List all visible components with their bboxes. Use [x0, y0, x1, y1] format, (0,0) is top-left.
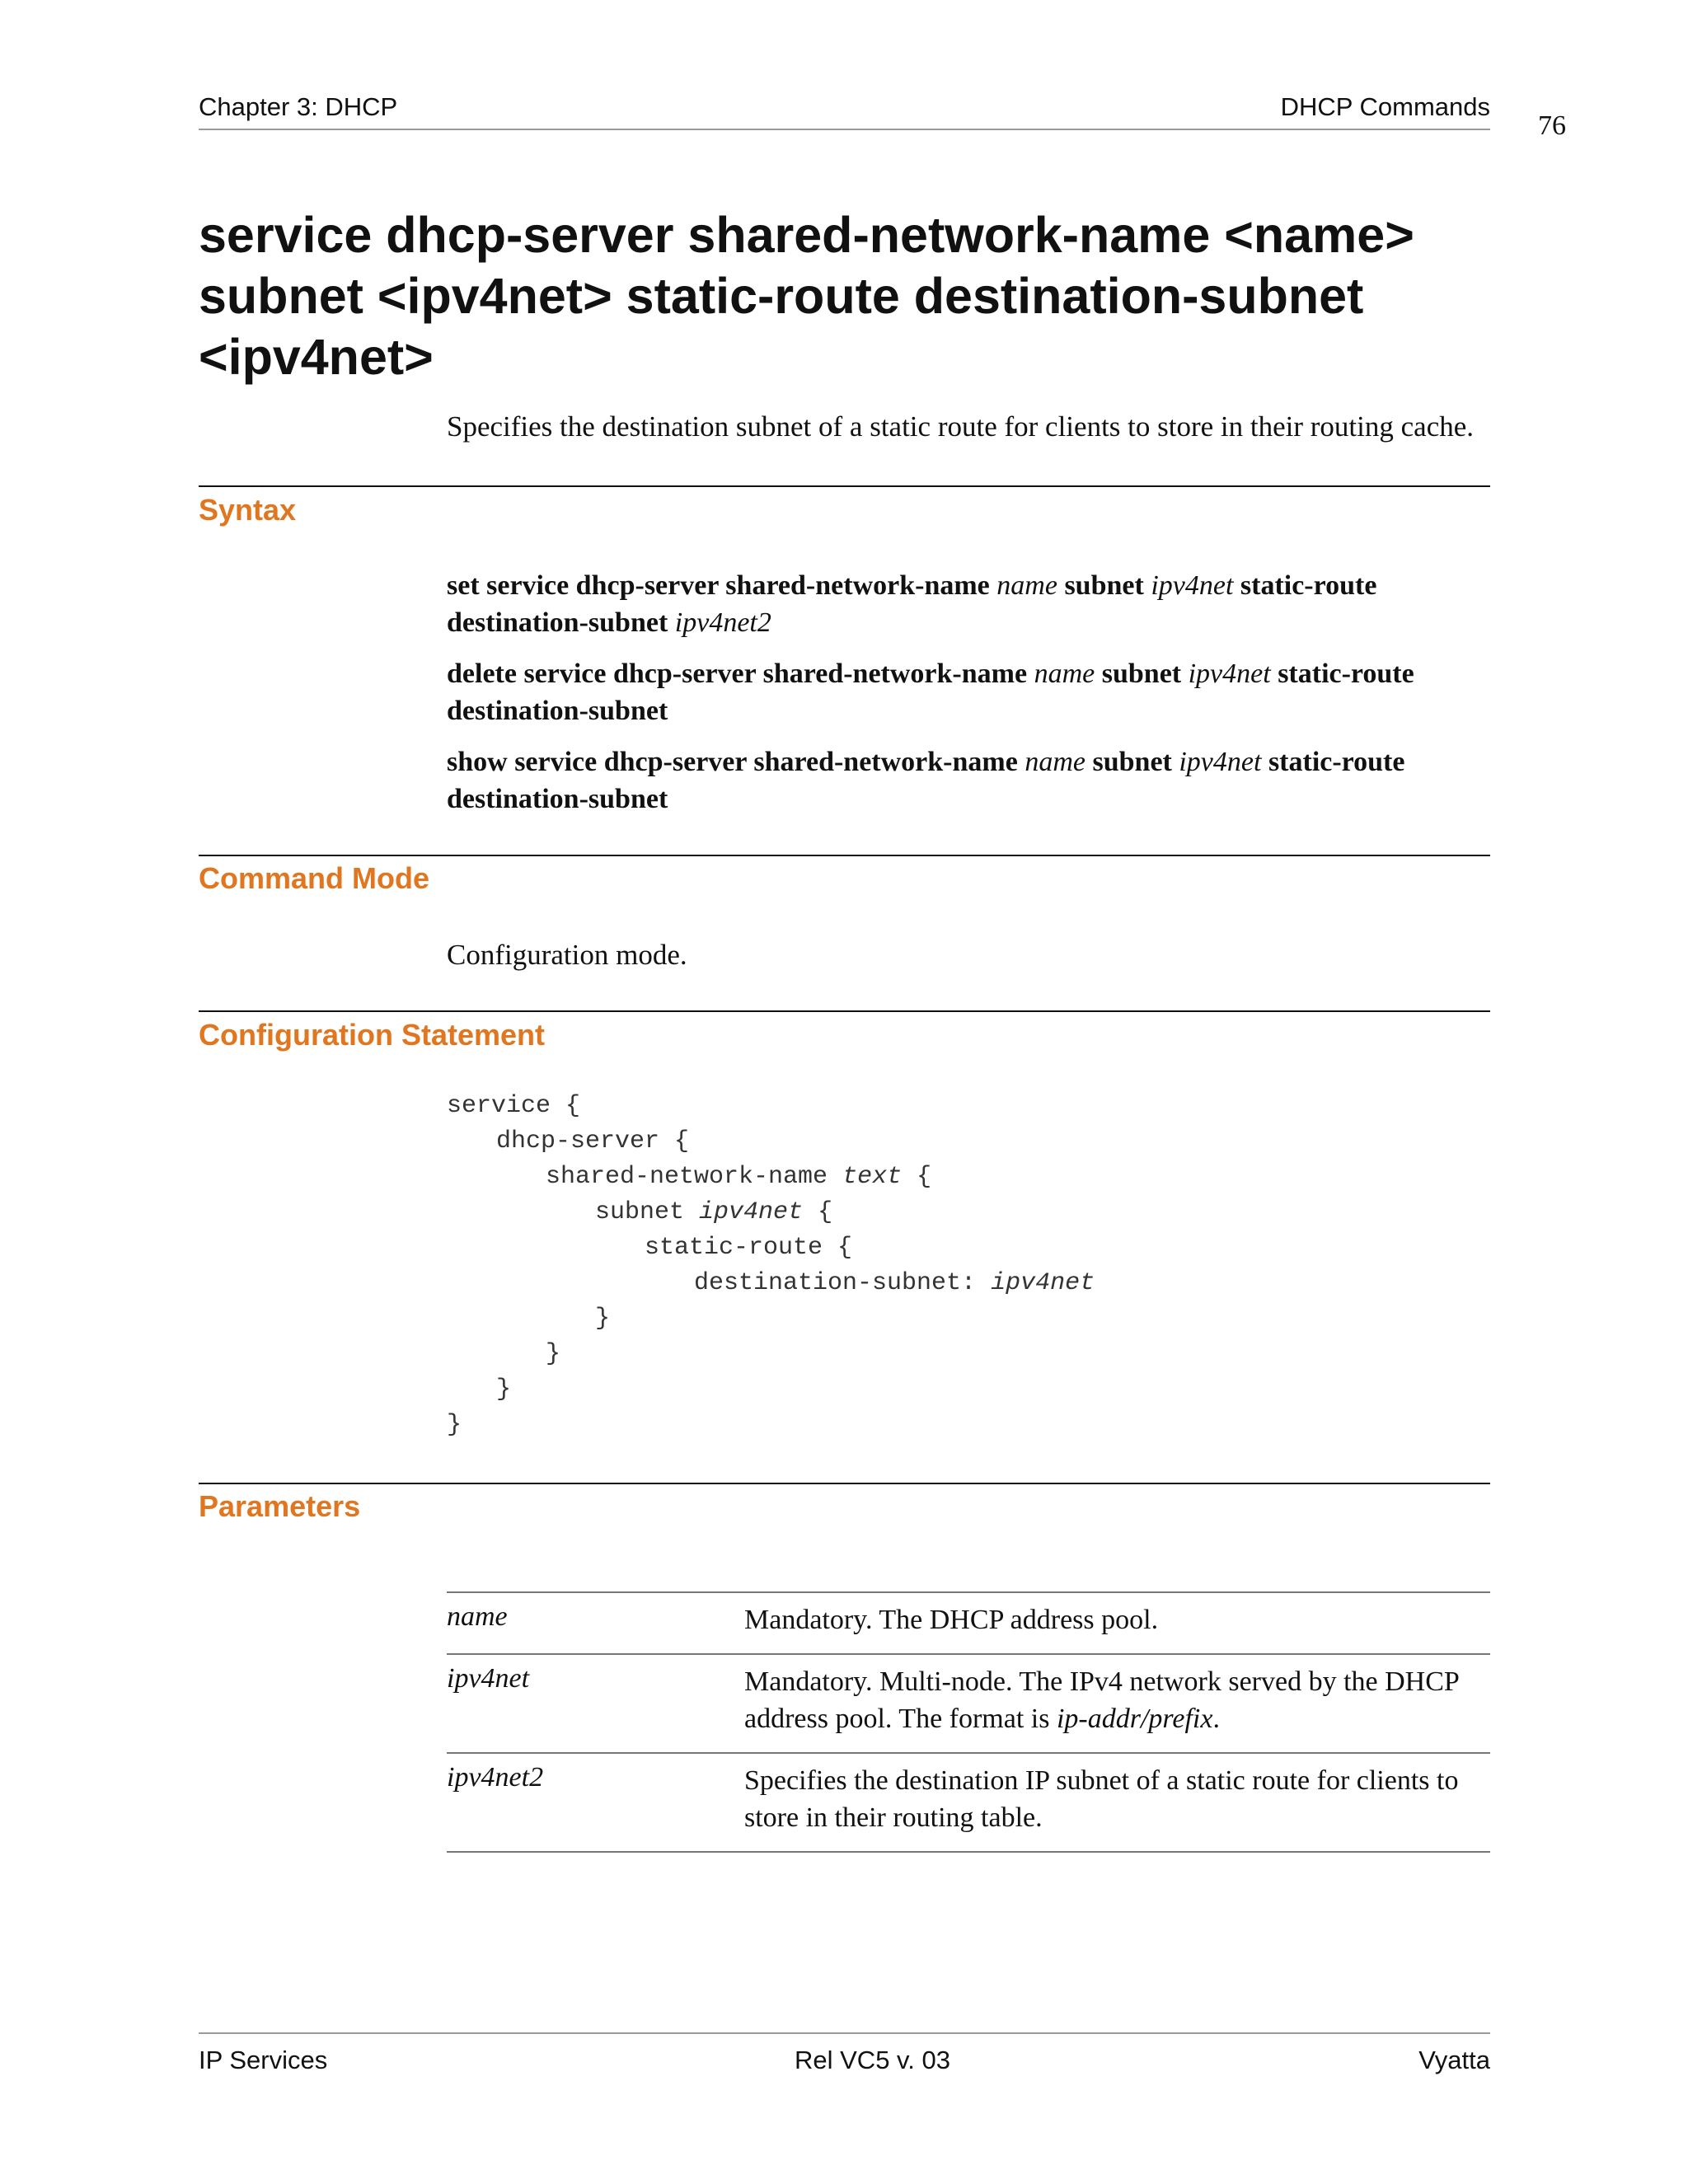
param-name: name	[447, 1601, 508, 1632]
page-number: 76	[1538, 110, 1566, 141]
syntax-set: set service dhcp-server shared-network-name name subnet ipv4net static-route destination-subnet ipv4net2	[447, 570, 1377, 638]
syntax-heading: Syntax	[199, 493, 297, 527]
parameters-heading: Parameters	[199, 1489, 361, 1523]
section-divider	[199, 855, 1490, 856]
footer-center: Rel VC5 v. 03	[795, 2046, 950, 2074]
command-mode-text: Configuration mode.	[447, 939, 687, 971]
code-line: }	[595, 1305, 611, 1333]
param-name: ipv4net2	[447, 1762, 544, 1793]
table-rule	[447, 1752, 1490, 1754]
section-label: DHCP Commands	[1280, 92, 1490, 121]
code-line: shared-network-name text {	[546, 1163, 932, 1191]
section-divider	[199, 1010, 1490, 1012]
table-rule	[447, 1851, 1490, 1853]
chapter-label: Chapter 3: DHCP	[199, 92, 398, 121]
running-header	[199, 89, 1490, 130]
command-mode-heading: Command Mode	[199, 861, 430, 895]
section-divider	[199, 485, 1490, 487]
param-description: Mandatory. Multi-node. The IPv4 network served by the DHCP address pool. The format is ip-addr/prefix.	[744, 1666, 1459, 1734]
code-line: subnet ipv4net {	[595, 1198, 833, 1226]
page-title: service dhcp-server shared-network-name <name> subnet <ipv4net> static-route destination-subnet <ipv4net>	[199, 207, 1414, 385]
code-line: dhcp-server {	[496, 1127, 690, 1155]
code-line: static-route {	[645, 1234, 853, 1262]
syntax-show: show service dhcp-server shared-network-name name subnet ipv4net static-route destination-subnet	[447, 747, 1405, 814]
footer-divider	[199, 2032, 1490, 2034]
config-statement-heading: Configuration Statement	[199, 1018, 545, 1052]
code-line: service {	[447, 1092, 581, 1120]
section-divider	[199, 1483, 1490, 1484]
param-description: Mandatory. The DHCP address pool.	[744, 1605, 1159, 1635]
table-rule	[447, 1653, 1490, 1655]
command-summary: Specifies the destination subnet of a static route for clients to store in their routing cache.	[447, 410, 1475, 443]
code-line: }	[496, 1376, 512, 1404]
footer-right: Vyatta	[1418, 2046, 1490, 2074]
code-line: destination-subnet: ipv4net	[694, 1269, 1095, 1297]
syntax-delete: delete service dhcp-server shared-network-name name subnet ipv4net static-route destination-subnet	[447, 658, 1414, 726]
param-description: Specifies the destination IP subnet of a static route for clients to store in their routing table.	[744, 1765, 1459, 1833]
param-name: ipv4net	[447, 1663, 530, 1694]
code-line: }	[546, 1340, 561, 1368]
table-rule	[447, 1591, 1490, 1593]
code-line: }	[447, 1411, 462, 1439]
footer-left: IP Services	[199, 2046, 328, 2074]
